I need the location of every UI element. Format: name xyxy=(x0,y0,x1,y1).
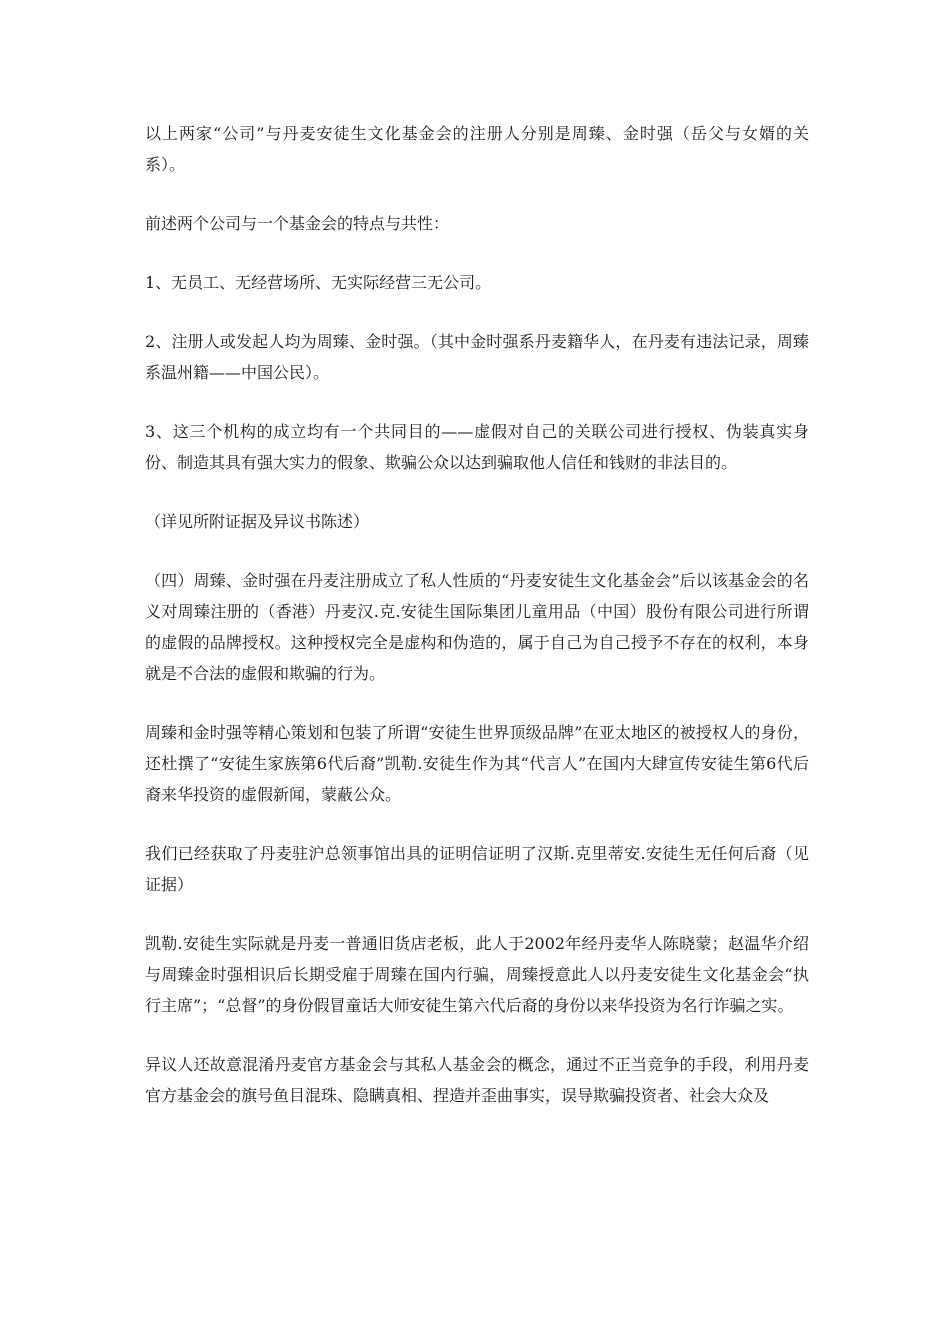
document-body xyxy=(145,118,809,1139)
paragraph-confusion: 异议人还故意混淆丹麦官方基金会与其私人基金会的概念，通过不正当竞争的手段，利用丹麦官方基金会的旗号鱼目混珠、隐瞒真相、捏造并歪曲事实，误导欺骗投资者、社会大众及 xyxy=(145,1055,809,1105)
paragraph-consulate-proof: 我们已经获取了丹麦驻沪总领事馆出具的证明信证明了汉斯.克里蒂安.安徒生无任何后裔（见证据） xyxy=(145,844,809,894)
paragraph-kaile-andersen: 凯勒.安徒生实际就是丹麦一普通旧货店老板，此人于2002年经丹麦华人陈晓蒙；赵温华介绍与周臻金时强相识后长期受雇于周臻在国内行骗，周臻授意此人以丹麦安徒生文化基金会“执行主席”；“总督”的身份假冒童话大师安徒生第六代后裔的身份以来华投资为名行诈骗之实。 xyxy=(145,934,809,1015)
paragraph-point-1: 1、无员工、无经营场所、无实际经营三无公司。 xyxy=(145,273,492,292)
paragraph-see-evidence: （详见所附证据及异议书陈述） xyxy=(145,512,370,531)
paragraph-point-3: 3、这三个机构的成立均有一个共同目的——虚假对自己的关联公司进行授权、伪装真实身份、制造其具有强大实力的假象、欺骗公众以达到骗取他人信任和钱财的非法目的。 xyxy=(145,422,809,472)
paragraph-fake-brand: 周臻和金时强等精心策划和包装了所谓“安徒生世界顶级品牌”在亚太地区的被授权人的身份，还杜撰了“安徒生家族第6代后裔”凯勒.安徒生作为其“代言人”在国内大肆宣传安徒生第6代后裔来华投资的虚假新闻，蒙蔽公众。 xyxy=(145,723,809,804)
paragraph-registrants: 以上两家“公司”与丹麦安徒生文化基金会的注册人分别是周臻、金时强（岳父与女婿的关系）。 xyxy=(145,124,809,174)
paragraph-point-2: 2、注册人或发起人均为周臻、金时强。（其中金时强系丹麦籍华人，在丹麦有违法记录，周臻系温州籍——中国公民）。 xyxy=(145,332,809,382)
paragraph-section-4: （四）周臻、金时强在丹麦注册成立了私人性质的“丹麦安徒生文化基金会”后以该基金会的名义对周臻注册的（香港）丹麦汉.克.安徒生国际集团儿童用品（中国）股份有限公司进行所谓的虚假的品牌授权。这种授权完全是虚构和伪造的，属于自己为自己授予不存在的权利，本身就是不合法的虚假和欺骗的行为。 xyxy=(145,571,809,683)
paragraph-common-traits-intro: 前述两个公司与一个基金会的特点与共性： xyxy=(145,214,450,233)
